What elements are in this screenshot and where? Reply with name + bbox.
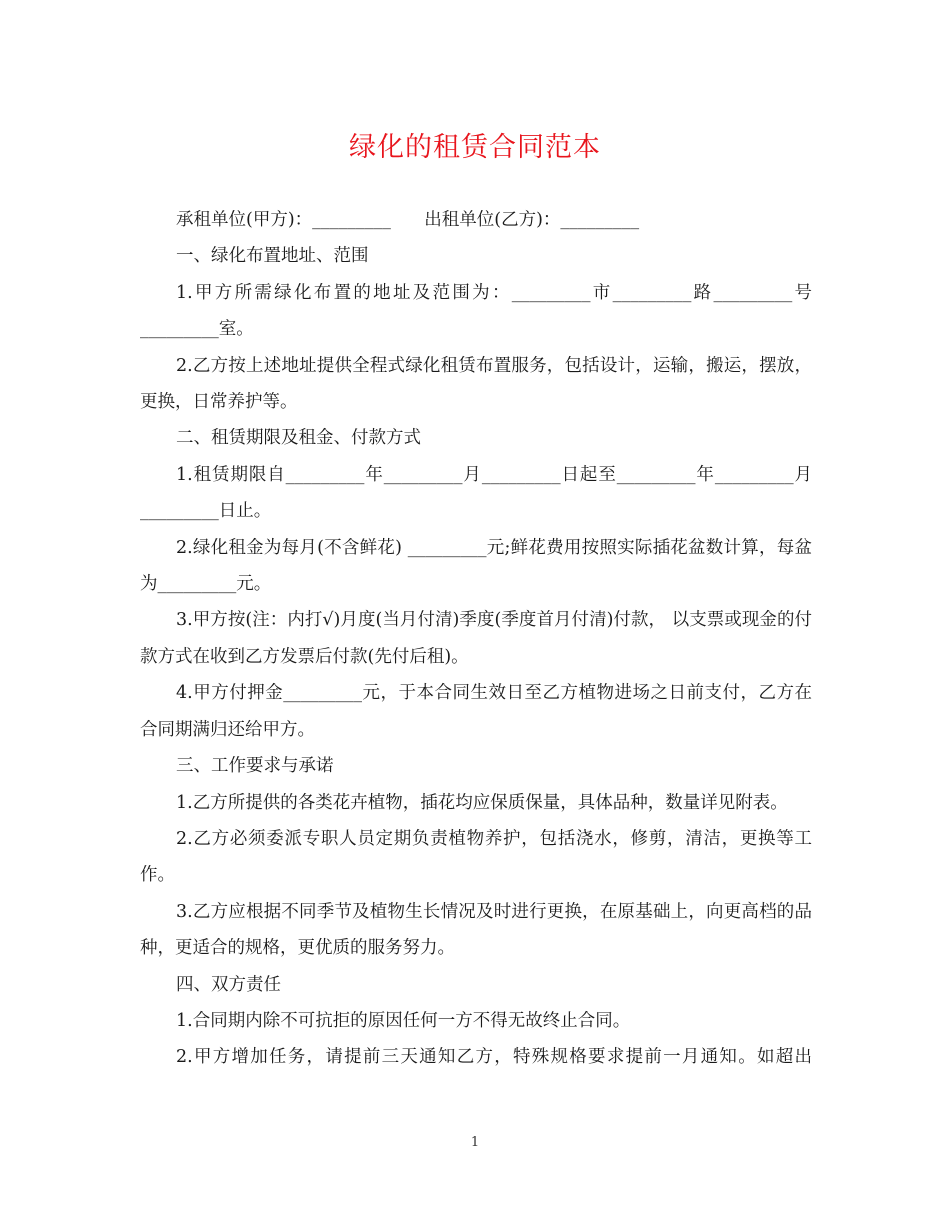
page-number: 1 <box>470 1135 480 1150</box>
section-heading-4: 四、双方责任 <box>176 974 281 995</box>
document-body <box>140 202 812 1076</box>
document-title: 绿化的租赁合同范本 <box>349 132 601 163</box>
section-4-item-1: 1.合同期内除不可抗拒的原因任何一方不得无故终止合同。 <box>176 1010 631 1031</box>
section-heading-2: 二、租赁期限及租金、付款方式 <box>176 428 421 449</box>
section-2-item-4: 4.甲方付押金_________元，于本合同生效日至乙方植物进场之日前支付，乙方在合同期满归还给甲方。 <box>140 683 812 740</box>
section-1-item-2: 2.乙方按上述地址提供全程式绿化租赁布置服务，包括设计，运输，搬运，摆放，更换，日常养护等。 <box>140 355 812 413</box>
section-4-item-2: 2.甲方增加任务，请提前三天通知乙方，特殊规格要求提前一月通知。如超出 <box>176 1047 812 1068</box>
party-line: 承租单位(甲方)：_________ 出租单位(乙方)：_________ <box>176 210 640 230</box>
section-2-item-1: 1.租赁期限自_________年_________月_________日起至_________年_________月_________日止。 <box>140 464 812 522</box>
section-1-item-1: 1.甲方所需绿化布置的地址及范围为：_________市_________路_________号_________室。 <box>140 282 812 340</box>
section-3-item-3: 3.乙方应根据不同季节及植物生长情况及时进行更换，在原基础上，向更高档的品种，更适合的规格，更优质的服务努力。 <box>140 901 812 959</box>
section-heading-3: 三、工作要求与承诺 <box>176 756 334 777</box>
section-heading-1: 一、绿化布置地址、范围 <box>176 246 369 267</box>
section-3-item-2: 2.乙方必须委派专职人员定期负责植物养护，包括浇水，修剪，清洁，更换等工作。 <box>140 828 812 886</box>
section-2-item-2: 2.绿化租金为每月(不含鲜花) _________元;鲜花费用按照实际插花盆数计算，每盆为_________元。 <box>140 537 812 595</box>
section-3-item-1: 1.乙方所提供的各类花卉植物，插花均应保质保量，具体品种，数量详见附表。 <box>176 792 788 813</box>
section-2-item-3: 3.甲方按(注：内打√)月度(当月付清)季度(季度首月付清)付款， 以支票或现金的付款方式在收到乙方发票后付款(先付后租)。 <box>140 610 812 667</box>
